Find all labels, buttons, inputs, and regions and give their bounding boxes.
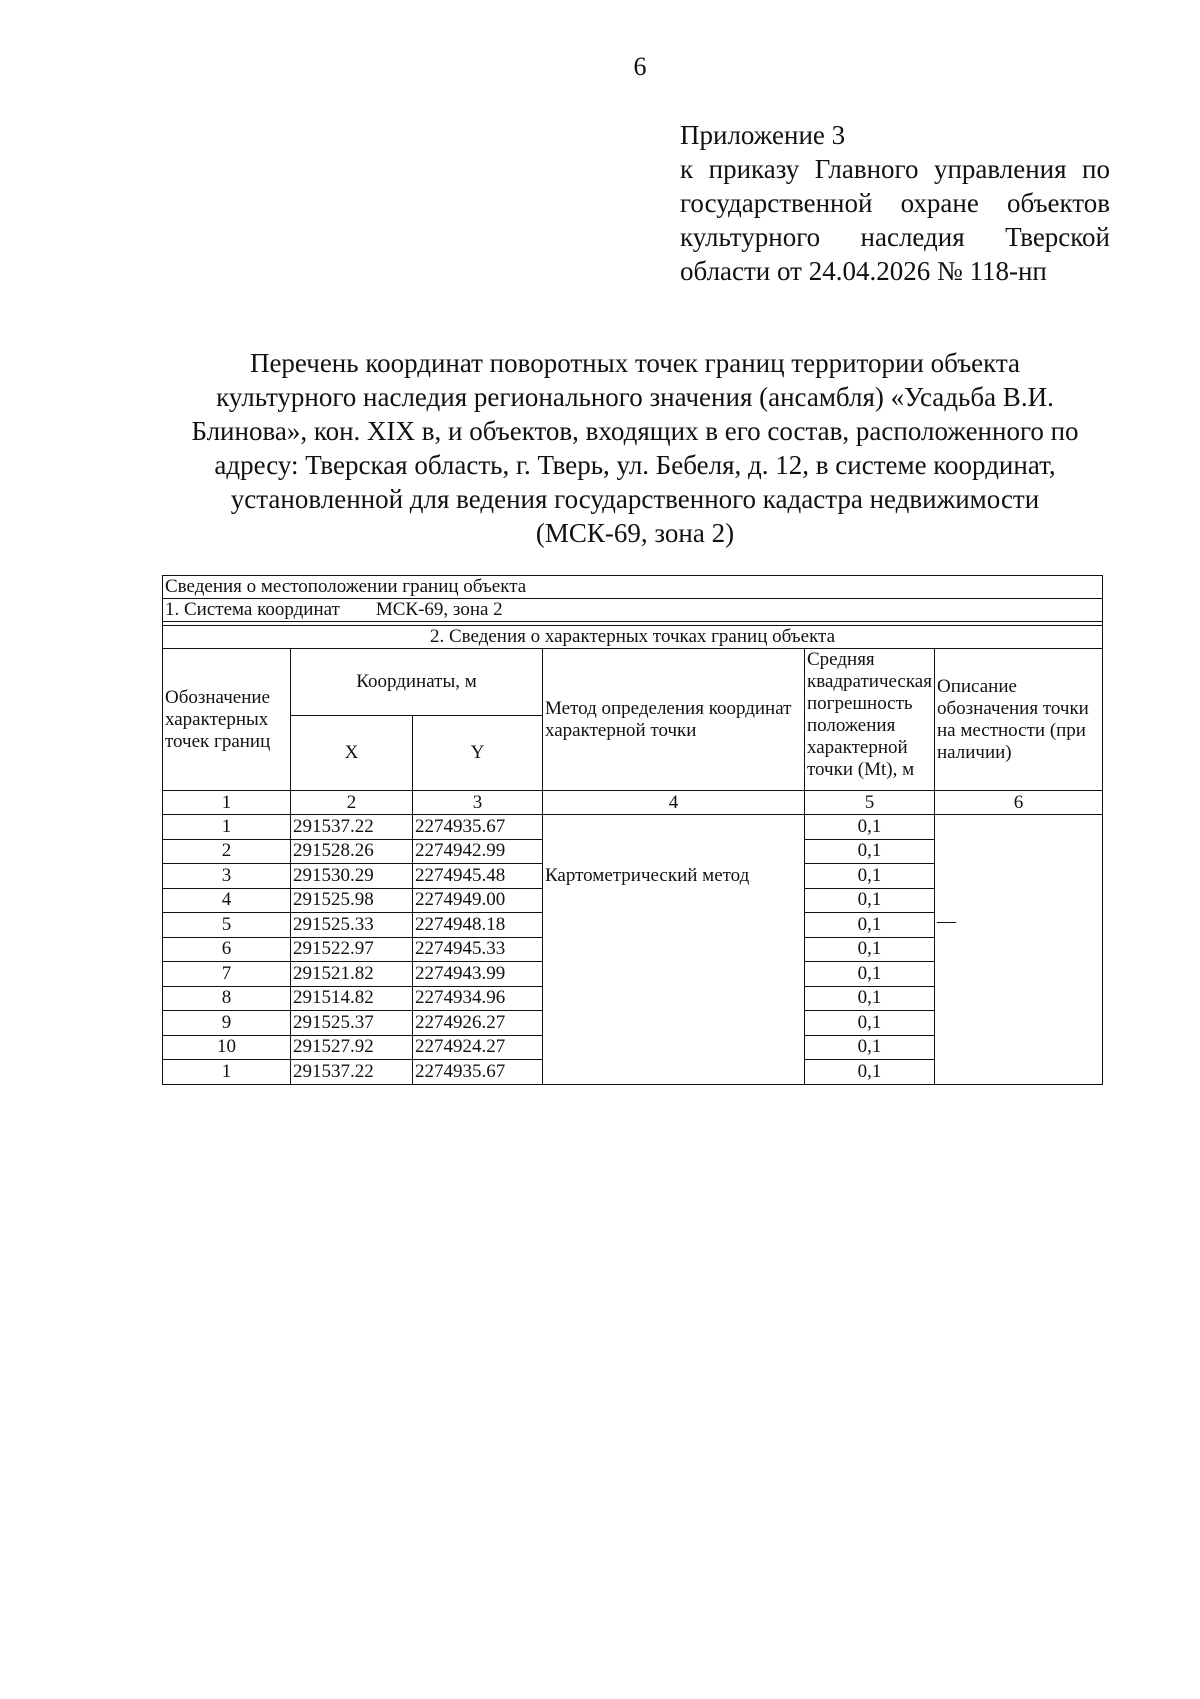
coordinates-table bbox=[162, 575, 1103, 1085]
points-title: 2. Сведения о характерных точках границ объекта bbox=[163, 626, 1103, 649]
point-x: 291525.37 bbox=[291, 1011, 413, 1036]
column-number: 4 bbox=[543, 791, 805, 815]
point-designation: 9 bbox=[163, 1011, 291, 1036]
point-error: 0,1 bbox=[805, 913, 935, 938]
point-error: 0,1 bbox=[805, 1060, 935, 1085]
point-error: 0,1 bbox=[805, 839, 935, 864]
point-error: 0,1 bbox=[805, 864, 935, 889]
document-title-line: Перечень координат поворотных точек границ территории объекта bbox=[249, 348, 1021, 378]
document-title-line: культурного наследия регионального значения (ансамбля) «Усадьба В.И. bbox=[216, 382, 1054, 412]
coordinate-system-row bbox=[163, 599, 1103, 622]
header-y: Y bbox=[413, 716, 543, 791]
table-row bbox=[163, 815, 1103, 840]
point-x: 291528.26 bbox=[291, 839, 413, 864]
point-x: 291530.29 bbox=[291, 864, 413, 889]
description-cell bbox=[935, 815, 1103, 1085]
point-x: 291537.22 bbox=[291, 815, 413, 840]
point-designation: 4 bbox=[163, 888, 291, 913]
point-x: 291525.33 bbox=[291, 913, 413, 938]
table-section-title-row bbox=[163, 576, 1103, 599]
point-y: 2274924.27 bbox=[413, 1035, 543, 1060]
point-designation: 1 bbox=[163, 815, 291, 840]
point-y: 2274943.99 bbox=[413, 962, 543, 987]
method-cell bbox=[543, 815, 805, 1085]
header-x: X bbox=[291, 716, 413, 791]
point-x: 291521.82 bbox=[291, 962, 413, 987]
appendix-title: Приложение 3 bbox=[680, 120, 846, 150]
table-section-title: Сведения о местоположении границ объекта bbox=[163, 576, 1103, 599]
points-title-row bbox=[163, 626, 1103, 649]
point-y: 2274942.99 bbox=[413, 839, 543, 864]
column-number: 3 bbox=[413, 791, 543, 815]
point-x: 291537.22 bbox=[291, 1060, 413, 1085]
point-designation: 6 bbox=[163, 937, 291, 962]
point-x: 291525.98 bbox=[291, 888, 413, 913]
point-y: 2274926.27 bbox=[413, 1011, 543, 1036]
point-y: 2274945.48 bbox=[413, 864, 543, 889]
point-y: 2274945.33 bbox=[413, 937, 543, 962]
document-title-line: Блинова», кон. XIX в, и объектов, входящих в его состав, расположенного по bbox=[191, 416, 1079, 446]
header-row bbox=[163, 649, 1103, 716]
point-designation: 2 bbox=[163, 839, 291, 864]
page-number: 6 bbox=[633, 52, 647, 81]
coordinate-system-value: МСК-69, зона 2 bbox=[375, 599, 503, 620]
point-error: 0,1 bbox=[805, 962, 935, 987]
point-designation: 3 bbox=[163, 864, 291, 889]
point-error: 0,1 bbox=[805, 986, 935, 1011]
point-error: 0,1 bbox=[805, 1011, 935, 1036]
column-number: 1 bbox=[163, 791, 291, 815]
header-designation: Обозначение характерных точек границ bbox=[163, 649, 291, 791]
header-coordinates: Координаты, м bbox=[291, 649, 543, 716]
point-designation: 8 bbox=[163, 986, 291, 1011]
column-number: 2 bbox=[291, 791, 413, 815]
document-title-line: (МСК-69, зона 2) bbox=[535, 518, 735, 548]
description-value: — bbox=[937, 911, 956, 932]
column-number-row bbox=[163, 791, 1103, 815]
point-designation: 5 bbox=[163, 913, 291, 938]
point-y: 2274949.00 bbox=[413, 888, 543, 913]
document-title-line: установленной для ведения государственного кадастра недвижимости bbox=[230, 484, 1040, 514]
point-designation: 1 bbox=[163, 1060, 291, 1085]
header-error: Средняя квадратическая погрешность положения характерной точки (Mt), м bbox=[805, 649, 935, 791]
point-error: 0,1 bbox=[805, 815, 935, 840]
coordinate-system-cell bbox=[163, 599, 1103, 622]
header-method: Метод определения координат характерной точки bbox=[543, 649, 805, 791]
point-x: 291514.82 bbox=[291, 986, 413, 1011]
document-title-line: адресу: Тверская область, г. Тверь, ул. Бебеля, д. 12, в системе координат, bbox=[214, 450, 1056, 480]
point-error: 0,1 bbox=[805, 888, 935, 913]
coordinate-system-label: 1. Система координат bbox=[165, 599, 340, 620]
point-x: 291527.92 bbox=[291, 1035, 413, 1060]
point-designation: 7 bbox=[163, 962, 291, 987]
point-y: 2274934.96 bbox=[413, 986, 543, 1011]
document-title bbox=[160, 346, 1110, 550]
appendix-block bbox=[680, 118, 1110, 288]
point-x: 291522.97 bbox=[291, 937, 413, 962]
point-y: 2274948.18 bbox=[413, 913, 543, 938]
method-value: Картометрический метод bbox=[545, 865, 750, 886]
column-number: 6 bbox=[935, 791, 1103, 815]
point-designation: 10 bbox=[163, 1035, 291, 1060]
point-y: 2274935.67 bbox=[413, 815, 543, 840]
point-y: 2274935.67 bbox=[413, 1060, 543, 1085]
column-number: 5 bbox=[805, 791, 935, 815]
point-error: 0,1 bbox=[805, 937, 935, 962]
appendix-order-reference: к приказу Главного управления по государственной охране объектов культурного наследия Тверской области от 24.04.2026 № 118-нп bbox=[680, 154, 1110, 286]
header-description: Описание обозначения точки на местности (при наличии) bbox=[935, 649, 1103, 791]
point-error: 0,1 bbox=[805, 1035, 935, 1060]
